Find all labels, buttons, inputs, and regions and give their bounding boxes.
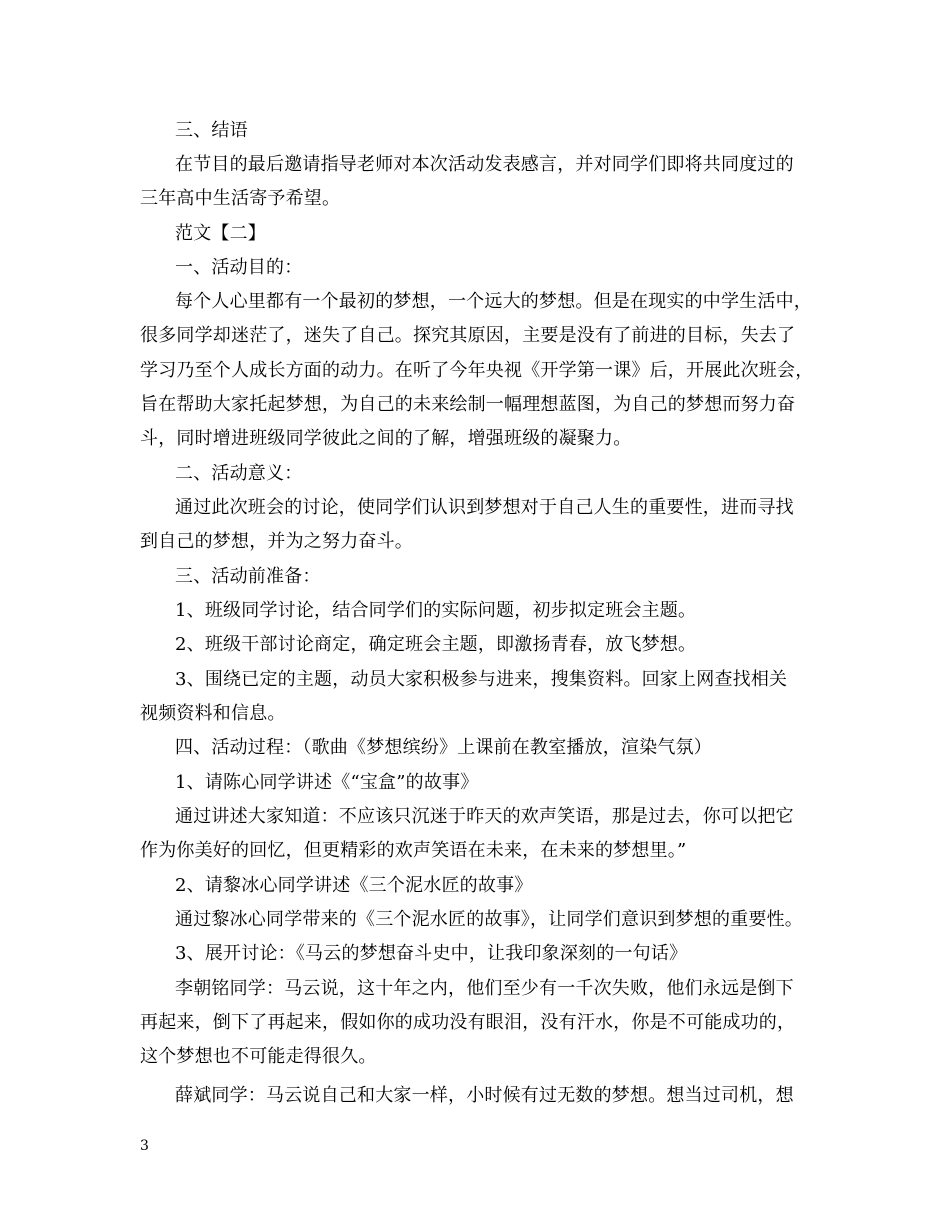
paragraph-line: 斗，同时增进班级同学彼此之间的了解，增强班级的凝聚力。 [140, 428, 632, 449]
paragraph-line: 视频资料和信息。 [140, 703, 286, 724]
paragraph-line: 薛斌同学：马云说自己和大家一样，小时候有过无数的梦想。想当过司机，想 [175, 1085, 794, 1106]
paragraph-line: 李朝铭同学：马云说，这十年之内，他们至少有一千次失败，他们永远是倒下 [175, 978, 794, 999]
list-item: 1、请陈心同学讲述《“宝盒”的故事》 [175, 772, 479, 793]
paragraph-line: 在节目的最后邀请指导老师对本次活动发表感言，并对同学们即将共同度过的 [175, 154, 794, 175]
section-heading-significance: 二、活动意义： [175, 463, 303, 484]
paragraph-line: 学习乃至个人成长方面的动力。在听了今年央视《开学第一课》后，开展此次班会， [140, 360, 814, 381]
section-heading-conclusion: 三、结语 [175, 120, 248, 141]
section-heading-preparation: 三、活动前准备： [175, 566, 321, 587]
list-item: 1、班级同学讨论，结合同学们的实际问题，初步拟定班会主题。 [175, 600, 697, 621]
paragraph-line: 作为你美好的回忆，但更精彩的欢声笑语在未来，在未来的梦想里。” [140, 840, 687, 861]
paragraph-line: 到自己的梦想，并为之努力奋斗。 [140, 531, 413, 552]
section-heading-purpose: 一、活动目的： [175, 257, 303, 278]
paragraph-line: 三年高中生活寄予希望。 [140, 188, 341, 209]
paragraph-line: 通过黎冰心同学带来的《三个泥水匠的故事》，让同学们意识到梦想的重要性。 [175, 909, 803, 930]
list-item: 2、请黎冰心同学讲述《三个泥水匠的故事》 [175, 875, 533, 896]
paragraph-line: 很多同学却迷茫了，迷失了自己。探究其原因，主要是没有了前进的目标，失去了 [140, 325, 796, 346]
paragraph-line: 每个人心里都有一个最初的梦想，一个远大的梦想。但是在现实的中学生活中， [175, 291, 812, 312]
paragraph-line: 这个梦想也不可能走得很久。 [140, 1046, 377, 1067]
list-item: 2、班级干部讨论商定，确定班会主题，即激扬青春，放飞梦想。 [175, 634, 697, 655]
page-number: 3 [140, 1138, 149, 1154]
list-item: 3、围绕已定的主题，动员大家积极参与进来，搜集资料。回家上网查找相关 [175, 669, 788, 690]
list-item: 3、展开讨论：《马云的梦想奋斗史中，让我印象深刻的一句话》 [175, 943, 688, 964]
sample-heading: 范文【二】 [175, 223, 266, 244]
paragraph-line: 通过此次班会的讨论，使同学们认识到梦想对于自己人生的重要性，进而寻找 [175, 497, 794, 518]
paragraph-line: 旨在帮助大家托起梦想，为自己的未来绘制一幅理想蓝图，为自己的梦想而努力奋 [140, 394, 796, 415]
paragraph-line: 再起来，倒下了再起来，假如你的成功没有眼泪，没有汗水，你是不可能成功的， [140, 1012, 796, 1033]
paragraph-line: 通过讲述大家知道：不应该只沉迷于昨天的欢声笑语，那是过去，你可以把它 [175, 806, 794, 827]
section-heading-process: 四、活动过程：（歌曲《梦想缤纷》上课前在教室播放，渲染气氛） [175, 737, 712, 758]
